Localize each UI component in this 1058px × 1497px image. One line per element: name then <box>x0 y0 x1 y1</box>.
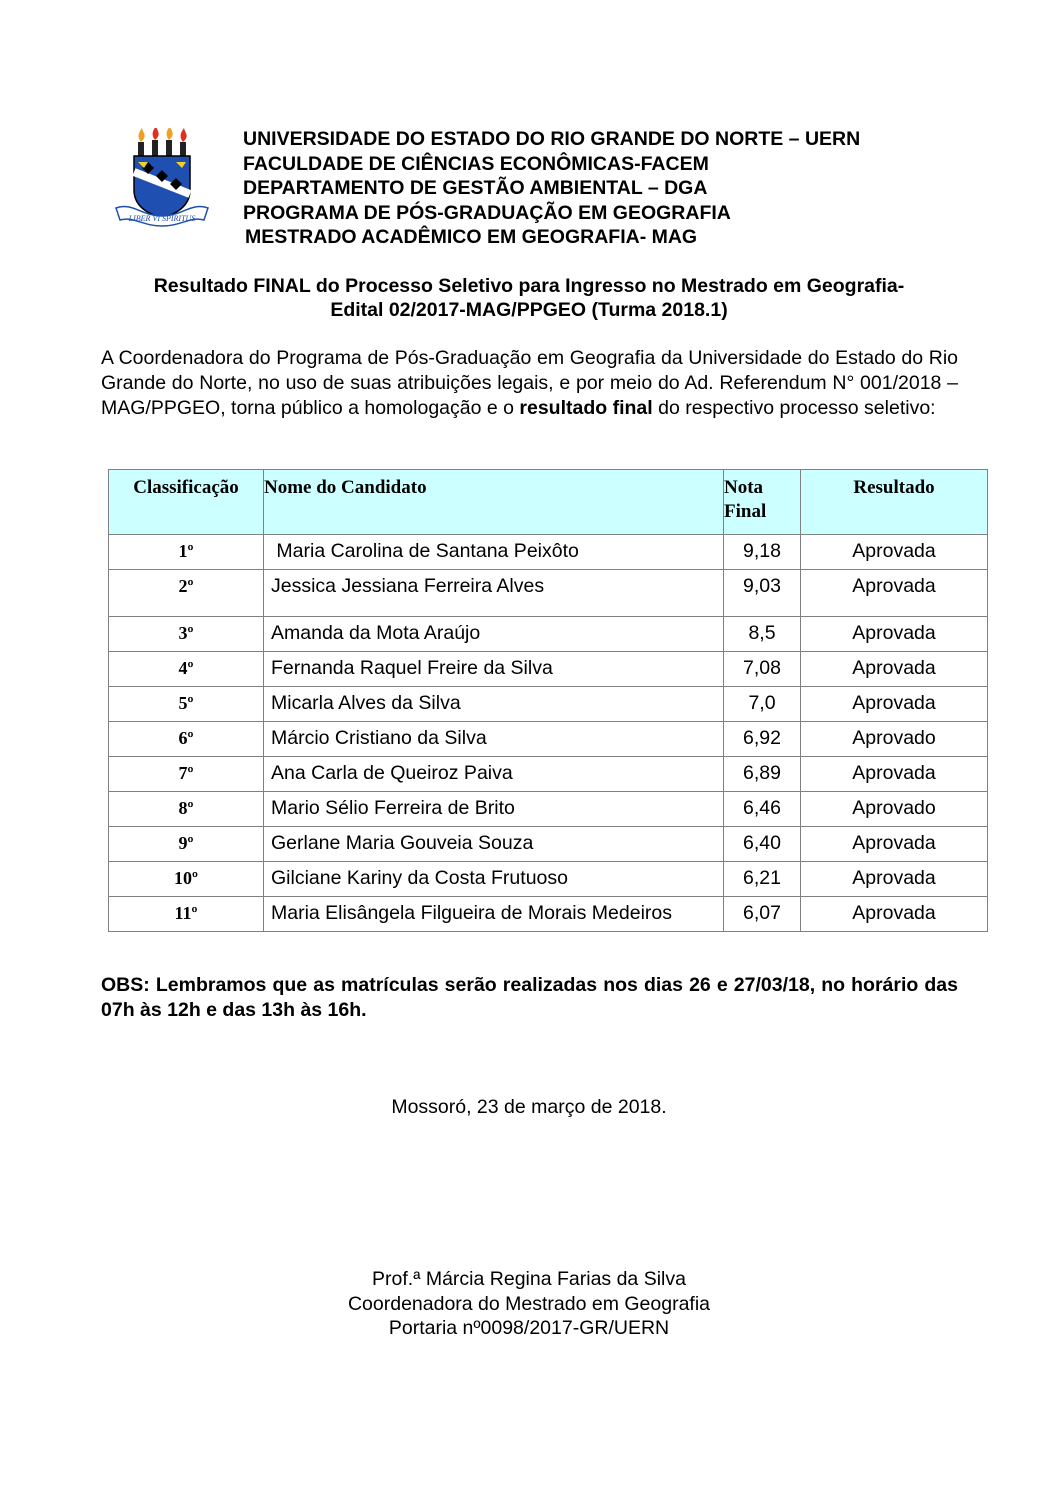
results-table <box>108 469 988 932</box>
row-name: Gerlane Maria Gouveia Souza <box>264 827 724 862</box>
row-name: Mario Sélio Ferreira de Brito <box>264 792 724 827</box>
row-rank: 6º <box>109 722 264 757</box>
svg-text:LIBER VI SPIRITUS: LIBER VI SPIRITUS <box>128 214 196 223</box>
row-grade: 8,5 <box>724 617 801 652</box>
header-grade <box>724 470 801 535</box>
torches-icon <box>138 128 187 156</box>
row-grade: 6,46 <box>724 792 801 827</box>
header-university: UNIVERSIDADE DO ESTADO DO RIO GRANDE DO NORTE – UERN <box>243 128 861 150</box>
row-name: Fernanda Raquel Freire da Silva <box>264 652 724 687</box>
table-row <box>109 862 988 897</box>
table-row <box>109 652 988 687</box>
row-name: Jessica Jessiana Ferreira Alves <box>264 570 724 617</box>
header-rank: Classificação <box>109 470 264 535</box>
signature-block <box>0 1267 1058 1341</box>
header-department: DEPARTAMENTO DE GESTÃO AMBIENTAL – DGA <box>243 177 708 199</box>
intro-text-1: A Coordenadora do Programa de Pós-Graduação em Geografia da Universidade do Estado do Rio Grande do Norte, no uso de suas atribuições legais, e por meio do Ad. Referendum N° 001/2018 – MAG/PPGEO, torna público a homologação e o <box>101 347 958 419</box>
row-grade: 9,03 <box>724 570 801 617</box>
header-name: Nome do Candidato <box>264 470 724 535</box>
table-row <box>109 827 988 862</box>
table-row <box>109 722 988 757</box>
table-row <box>109 897 988 932</box>
row-rank: 10º <box>109 862 264 897</box>
intro-text-2: do respectivo processo seletivo: <box>652 397 936 419</box>
row-name: Ana Carla de Queiroz Paiva <box>264 757 724 792</box>
row-rank: 1º <box>109 535 264 570</box>
header-result: Resultado <box>801 470 988 535</box>
row-grade: 6,21 <box>724 862 801 897</box>
university-logo <box>112 128 212 228</box>
row-result: Aprovada <box>801 897 988 932</box>
row-result: Aprovada <box>801 687 988 722</box>
table-row <box>109 617 988 652</box>
document-date: Mossoró, 23 de março de 2018. <box>391 1096 667 1118</box>
table-row <box>109 792 988 827</box>
row-result: Aprovada <box>801 827 988 862</box>
row-rank: 7º <box>109 757 264 792</box>
institution-header <box>243 127 860 250</box>
row-name: Maria Elisângela Filgueira de Morais Medeiros <box>264 897 724 932</box>
row-grade: 7,08 <box>724 652 801 687</box>
row-rank: 2º <box>109 570 264 617</box>
intro-bold: resultado final <box>519 397 653 419</box>
row-grade: 7,0 <box>724 687 801 722</box>
row-rank: 4º <box>109 652 264 687</box>
observation-note: OBS: Lembramos que as matrículas serão realizadas nos dias 26 e 27/03/18, no horário das 07h às 12h e das 13h às 16h. <box>101 974 958 1021</box>
header-faculty: FACULDADE DE CIÊNCIAS ECONÔMICAS-FACEM <box>243 152 709 175</box>
signer-role: Coordenadora do Mestrado em Geografia <box>347 1292 711 1315</box>
row-rank: 11º <box>109 897 264 932</box>
row-result: Aprovada <box>801 757 988 792</box>
row-result: Aprovada <box>801 652 988 687</box>
row-rank: 8º <box>109 792 264 827</box>
header-program: PROGRAMA DE PÓS-GRADUAÇÃO EM GEOGRAFIA <box>243 201 731 224</box>
table-header-row <box>109 470 988 535</box>
header-grade-line-2: Final <box>724 501 767 522</box>
row-name: Márcio Cristiano da Silva <box>264 722 724 757</box>
row-rank: 3º <box>109 617 264 652</box>
signer-name: Prof.ª Márcia Regina Farias da Silva <box>372 1268 686 1290</box>
row-rank: 9º <box>109 827 264 862</box>
header-masters: MESTRADO ACADÊMICO EM GEOGRAFIA- MAG <box>245 226 698 248</box>
row-result: Aprovado <box>801 792 988 827</box>
row-name: Maria Carolina de Santana Peixôto <box>264 535 724 570</box>
header-grade-line-1: Nota <box>724 477 764 498</box>
title-line-2: Edital 02/2017-MAG/PPGEO (Turma 2018.1) <box>330 299 728 321</box>
table-row <box>109 687 988 722</box>
row-name: Gilciane Kariny da Costa Frutuoso <box>264 862 724 897</box>
table-row <box>109 570 988 617</box>
row-rank: 5º <box>109 687 264 722</box>
row-grade: 9,18 <box>724 535 801 570</box>
signer-ordinance: Portaria nº0098/2017-GR/UERN <box>388 1317 670 1339</box>
intro-paragraph <box>101 346 958 421</box>
row-name: Amanda da Mota Araújo <box>264 617 724 652</box>
row-grade: 6,92 <box>724 722 801 757</box>
row-result: Aprovada <box>801 535 988 570</box>
row-result: Aprovada <box>801 617 988 652</box>
row-grade: 6,89 <box>724 757 801 792</box>
title-line-1: Resultado FINAL do Processo Seletivo para Ingresso no Mestrado em Geografia- <box>153 275 905 297</box>
row-result: Aprovada <box>801 862 988 897</box>
table-row <box>109 535 988 570</box>
row-name: Micarla Alves da Silva <box>264 687 724 722</box>
row-result: Aprovada <box>801 570 988 617</box>
row-grade: 6,07 <box>724 897 801 932</box>
table-row <box>109 757 988 792</box>
document-title <box>100 274 958 322</box>
row-result: Aprovado <box>801 722 988 757</box>
row-grade: 6,40 <box>724 827 801 862</box>
